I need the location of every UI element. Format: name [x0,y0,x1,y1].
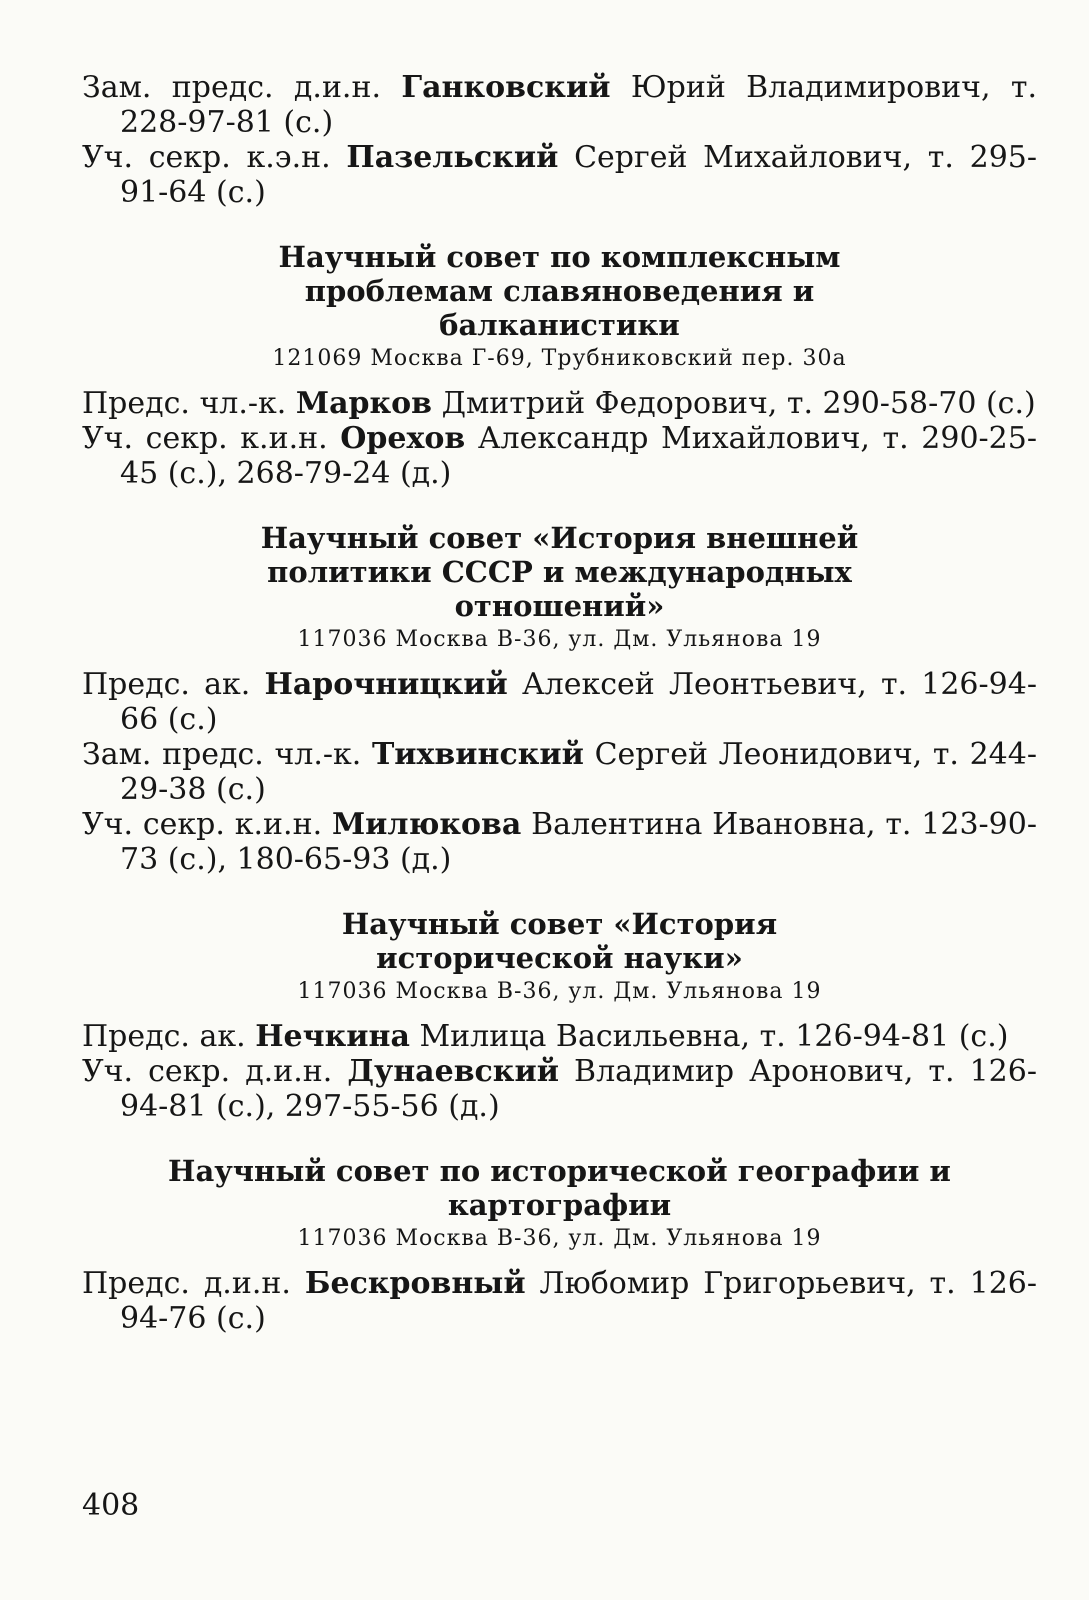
entry [82,667,1037,737]
council-title: Научный совет «История внешней политики СССР и международных отношений» [260,521,859,623]
council-section [82,240,1037,374]
entry-rest: Александр Михайлович, т. 290-25-45 (с.), 268-79-24 (д.) [120,421,1037,491]
council-section [82,521,1037,655]
entry [82,140,1037,210]
entry-name: Дунаевский [347,1054,559,1089]
entry-name: Милюкова [331,807,522,842]
council-address: 117036 Москва В-36, ул. Дм. Ульянова 19 [297,627,822,652]
page-number: 408 [82,1488,140,1523]
council-title: Научный совет по исторической географии и картографии [168,1154,951,1222]
entry-name: Нечкина [255,1019,410,1054]
council-section [82,907,1037,1007]
entry-role: Уч. секр. д.и.н. [82,1054,333,1089]
council-section [82,1154,1037,1254]
entry-role: Зам. предс. чл.-к. [82,737,362,772]
entry [82,1019,1037,1054]
entry-role: Уч. секр. к.и.н. [82,421,328,456]
entry-name: Орехов [340,421,466,456]
council-address: 121069 Москва Г-69, Трубниковский пер. 30а [272,346,847,371]
council-address: 117036 Москва В-36, ул. Дм. Ульянова 19 [297,1226,822,1251]
entry [82,386,1037,421]
entry-rest: Валентина Ивановна, т. 123-90-73 (с.), 180-65-93 (д.) [120,807,1037,877]
entry-rest: Юрий Владимирович, [630,70,991,105]
entry [82,70,1037,140]
page-content [82,70,1037,1336]
council-title: Научный совет по комплексным проблемам славяноведения и балканистики [278,240,841,342]
council-address: 117036 Москва В-36, ул. Дм. Ульянова 19 [297,979,822,1004]
entry-role: Предс. чл.-к. [82,386,287,421]
entry-name: Нарочницкий [264,667,508,702]
entry-name: Ганковский [401,70,611,105]
entry-role: Зам. предс. д.и.н. [82,70,382,105]
entry-rest: Сергей Леонидович, т. 244-29-38 (с.) [120,737,1037,807]
entry [82,1054,1037,1124]
entry-rest: Сергей Михайлович, [574,140,913,175]
entry-rest: Милица Васильевна, т. 126-94-81 (с.) [419,1019,1009,1054]
entry-rest: Владимир Аронович, т. 126-94-81 (с.), 297-55-56 (д.) [120,1054,1037,1124]
entry-contact: т. 295-91-64 (с.) [120,140,1038,210]
entry-role: Предс. д.и.н. [82,1266,291,1301]
entry-name: Тихвинский [371,737,584,772]
entry-role: Предс. ак. [82,667,251,702]
entry-name: Бескровный [304,1266,526,1301]
entry [82,807,1037,877]
entry-contact: т. 228-97-81 (с.) [120,70,1038,140]
entry [82,1266,1037,1336]
entry [82,421,1037,491]
entry-role: Предс. ак. [82,1019,246,1054]
entry-rest: Дмитрий Федорович, т. 290-58-70 (с.) [441,386,1036,421]
council-title: Научный совет «История исторической науки» [341,907,778,975]
entry [82,737,1037,807]
entry-name: Марков [295,386,433,421]
entry-rest: Алексей Леонтьевич, т. 126-94-66 (с.) [120,667,1037,737]
entry-rest: Любомир Григорьевич, т. 126-94-76 (с.) [120,1266,1037,1336]
entry-role: Уч. секр. к.и.н. [82,807,323,842]
entry-name: Пазельский [346,140,559,175]
entry-role: Уч. секр. к.э.н. [82,140,331,175]
